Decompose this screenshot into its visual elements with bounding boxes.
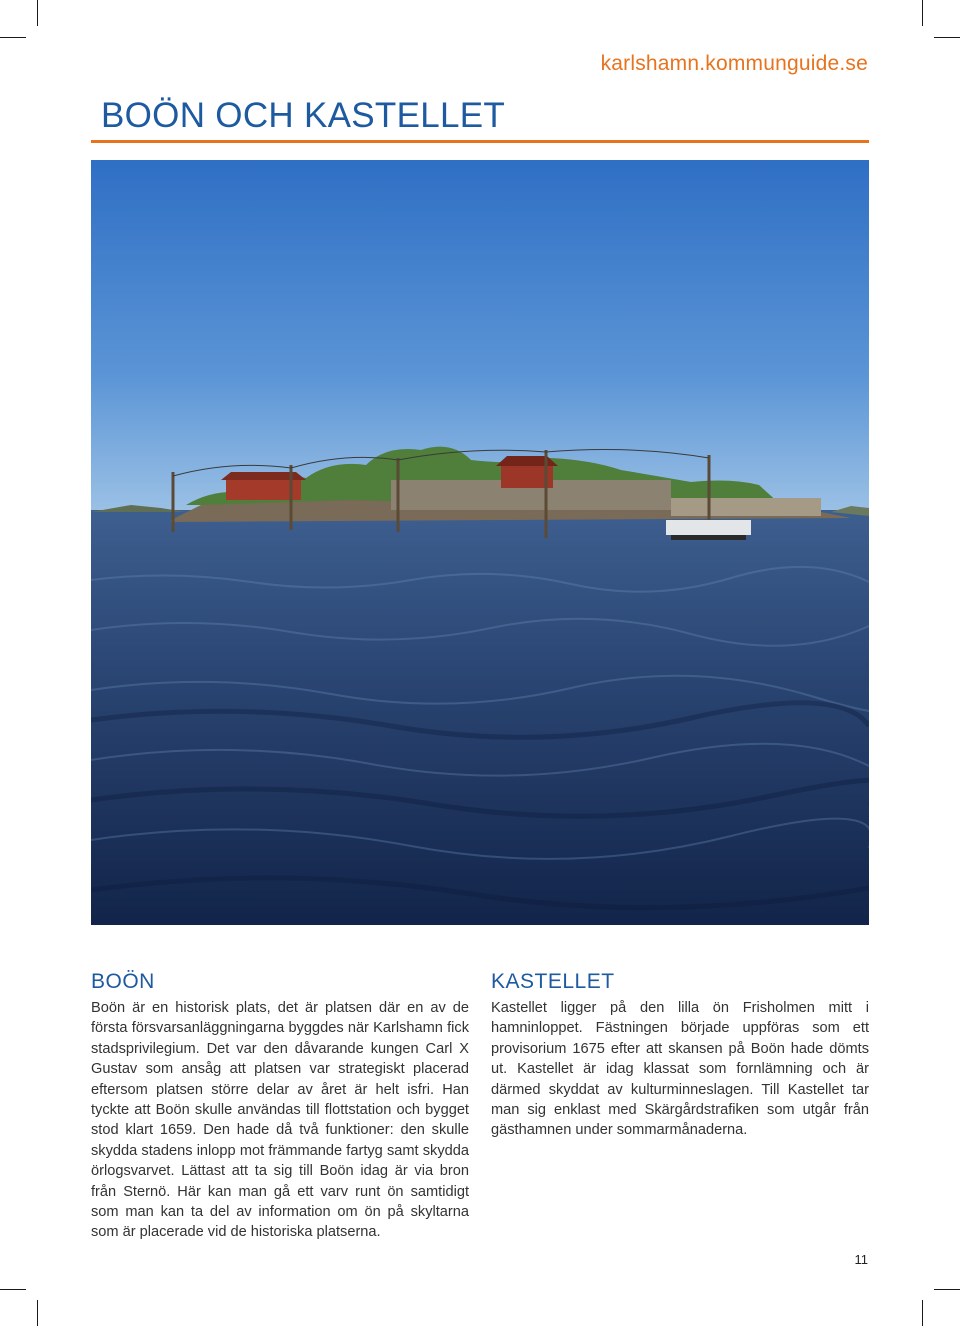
crop-mark bbox=[922, 0, 923, 26]
pontoon bbox=[666, 520, 751, 535]
section-heading-kastellet: KASTELLET bbox=[491, 970, 615, 993]
section-body-boon: Boön är en historisk plats, det är platsen där en av de första försvarsanläggningarna byggdes när Karlshamn fick stadsprivilegium. Det var den dåvarande kungen Carl X Gustav som ansåg att platsen var strategiskt placerad eftersom platsen större delar av året är helt isfri. Han tyckte att Boön skulle användas till flottstation och bygget stod klart 1659. Den hade då två funktioner: den skulle skydda stadens inlopp mot främmande fartyg samt skydda örlogsvarvet. Lättast att ta sig till Boön idag är via bron från Sternö. Här kan man gå ett varv runt ön samtidigt som man kan ta del av information om ön på skyltarna som är placerade vid de historiska platserna. bbox=[91, 1000, 469, 1241]
crop-mark bbox=[0, 37, 26, 38]
crop-mark bbox=[922, 1300, 923, 1326]
crop-mark bbox=[37, 1300, 38, 1326]
fortress-wall bbox=[671, 498, 821, 516]
crop-mark bbox=[934, 37, 960, 38]
section-body-kastellet: Kastellet ligger på den lilla ön Frisholmen mitt i hamninloppet. Fästningen började uppföras som ett provisorium 1675 efter att skansen på Boön hade dömts ut. Kastellet är idag klassat som fornlämning och är därmed skyddat av kulturminneslagen. Till Kastellet tar man sig enklast med Skärgårdstrafiken som utgår från gästhamnen under sommarmånaderna. bbox=[491, 1000, 869, 1139]
pontoon-base bbox=[671, 535, 746, 540]
crop-mark bbox=[37, 0, 38, 26]
site-url: karlshamn.kommunguide.se bbox=[600, 52, 868, 75]
boon-photo bbox=[91, 160, 869, 925]
red-house-roof bbox=[221, 472, 306, 480]
crop-mark bbox=[0, 1289, 26, 1290]
page-number: 11 bbox=[854, 1252, 868, 1267]
title-rule bbox=[91, 140, 869, 143]
crop-mark bbox=[934, 1289, 960, 1290]
section-heading-boon: BOÖN bbox=[91, 970, 155, 993]
page-title: BOÖN OCH KASTELLET bbox=[101, 96, 506, 135]
